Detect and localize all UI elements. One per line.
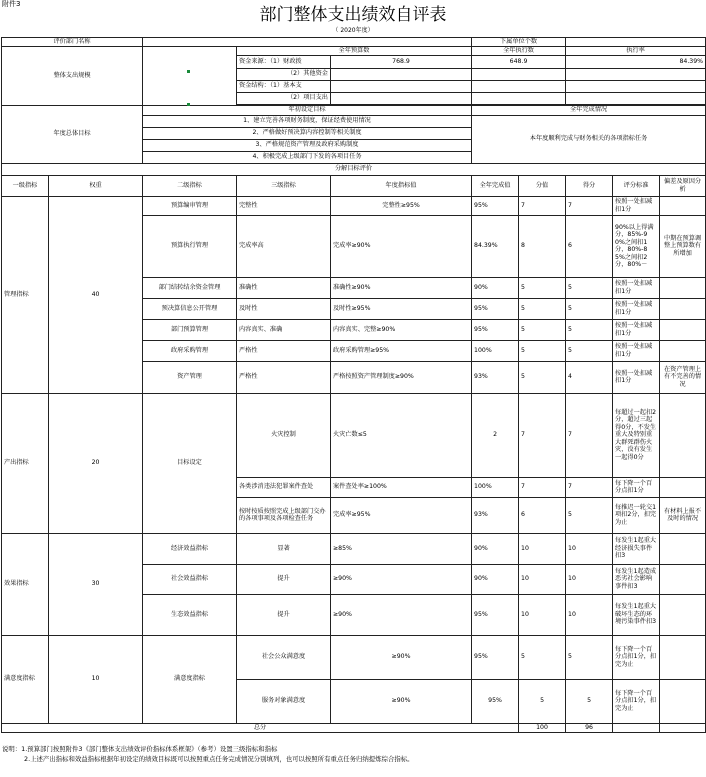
cell: 5 xyxy=(519,298,566,319)
unit-count-label: 下属单位个数 xyxy=(472,38,566,47)
level1-effect: 效果指标 xyxy=(2,533,49,635)
level1-satis: 满意度指标 xyxy=(2,635,49,723)
src-fiscal-label: 资金来源：（1）财政拨 xyxy=(237,55,331,68)
cell: 2 xyxy=(472,393,519,477)
attachment-label: 附件3 xyxy=(2,0,21,8)
dept-label: 评价部门名称 xyxy=(2,38,143,47)
cell: 提升 xyxy=(237,564,331,594)
cell: 10 xyxy=(566,564,613,594)
decomp-header: 分解目标评价 xyxy=(2,163,706,175)
cell xyxy=(660,298,706,319)
cell xyxy=(660,196,706,215)
src-fiscal-rate: 84.39% xyxy=(566,55,706,68)
cell: ≥90% xyxy=(331,564,472,594)
cell: 完成率高 xyxy=(237,215,331,277)
cell: 每发生1起重大经济损失事件扣3 xyxy=(613,533,660,564)
goals-done-header: 全年完成情况 xyxy=(472,105,706,115)
col-header: 全年完成值 xyxy=(472,175,519,196)
cell xyxy=(660,340,706,361)
cell: 火灾控制 xyxy=(237,393,331,477)
unit-count-value[interactable] xyxy=(566,38,706,47)
cell xyxy=(660,393,706,477)
dept-row xyxy=(2,38,706,47)
cell: 完成率≥95% xyxy=(331,497,472,533)
cell: 95% xyxy=(472,635,519,679)
cell: 准确性 xyxy=(237,277,331,298)
cell: 预算编审管理 xyxy=(143,196,237,215)
budget-blank xyxy=(143,46,237,105)
cell: 95% xyxy=(472,319,519,340)
note-line: 2.上述产出指标和效益指标根据年初设定的绩效目标既可以按照重点任务完成情况分别填列，也可以按照所有重点任务归纳提炼综合指标。 xyxy=(24,755,414,763)
total-label: 总分 xyxy=(2,723,519,732)
cell: 93% xyxy=(472,497,519,533)
cell: 95% xyxy=(472,679,519,723)
year-label: （ 2020年度） xyxy=(332,27,374,34)
cell: 按时按质按照完成上级部门交办的各项事项及各项检查任务 xyxy=(237,497,331,533)
cell: 政府采购管理 xyxy=(143,340,237,361)
column-header-row xyxy=(2,175,706,196)
cell: 10 xyxy=(566,594,613,635)
level1-output: 产出指标 xyxy=(2,393,49,533)
struct-project-label: （2）项目支出 xyxy=(237,92,331,104)
col-header: 偏差及原因分析 xyxy=(660,175,706,196)
cell: 预算执行管理 xyxy=(143,215,237,277)
cell: 严格性 xyxy=(237,361,331,393)
cell: 显著 xyxy=(237,533,331,564)
total-score: 100 xyxy=(519,723,566,732)
page-title: 部门整体支出绩效自评表 xyxy=(259,5,447,25)
table-row xyxy=(2,533,706,564)
goals-done-text: 本年度顺利完成与财务相关的各项指标任务 xyxy=(472,115,706,163)
cell xyxy=(660,277,706,298)
cell: 内容真实、完整≥90% xyxy=(331,319,472,340)
table-row xyxy=(2,393,706,477)
cell: 政府采购管理≥95% xyxy=(331,340,472,361)
cell: 6 xyxy=(519,497,566,533)
cell: 93% xyxy=(472,361,519,393)
cell xyxy=(660,679,706,723)
cell: 在资产管理上有不完善的情况 xyxy=(660,361,706,393)
cell: ≥90% xyxy=(331,679,472,723)
goals-set-header: 年初设定目标 xyxy=(143,105,472,115)
cell: 5 xyxy=(566,319,613,340)
cell: 10 xyxy=(519,533,566,564)
cell: 100% xyxy=(472,340,519,361)
col-header: 一级指标 xyxy=(2,175,49,196)
cell: 7 xyxy=(519,196,566,215)
table-row xyxy=(2,196,706,215)
col-header: 三级指标 xyxy=(237,175,331,196)
cell: 经济效益指标 xyxy=(143,533,237,564)
cell: 按照一处扣减扣1分 xyxy=(613,319,660,340)
cell: 及时性≥95% xyxy=(331,298,472,319)
cell: 完整性 xyxy=(237,196,331,215)
col-header: 二级指标 xyxy=(143,175,237,196)
weight-output: 20 xyxy=(49,393,143,533)
cell: 95% xyxy=(472,196,519,215)
goal-item: 1、建立完善各项财务制度，保证经费使用情况 xyxy=(143,115,472,127)
cell: 10 xyxy=(519,594,566,635)
comment-marker xyxy=(187,70,190,73)
cell: 7 xyxy=(566,196,613,215)
goal-item: 3、严格规范资产管理及政府采购制度 xyxy=(143,139,472,151)
notes xyxy=(0,744,706,764)
cell: 内容真实、准确 xyxy=(237,319,331,340)
cell: 5 xyxy=(566,298,613,319)
cell: 84.39% xyxy=(472,215,519,277)
cell: 每下降一个百分点扣1分 xyxy=(613,477,660,497)
weight-mgmt: 40 xyxy=(49,196,143,393)
col-full-exec: 全年执行数 xyxy=(472,46,566,55)
cell xyxy=(660,477,706,497)
cell: 目标设定 xyxy=(143,393,237,533)
cell: 完成率≥90% xyxy=(331,215,472,277)
cell: ≥85% xyxy=(331,533,472,564)
cell: 生态效益指标 xyxy=(143,594,237,635)
cell: 100% xyxy=(472,477,519,497)
cell: 6 xyxy=(566,215,613,277)
src-fiscal-exec: 648.9 xyxy=(472,55,566,68)
cell: 部门预算管理 xyxy=(143,319,237,340)
cell: 8 xyxy=(519,215,566,277)
cell: 按照一处扣减扣1分 xyxy=(613,340,660,361)
cell xyxy=(660,594,706,635)
cell: 按照一处扣减扣1分 xyxy=(613,361,660,393)
table-row xyxy=(2,635,706,679)
cell: 90% xyxy=(472,277,519,298)
cell: 火灾亡数≤5 xyxy=(331,393,472,477)
cell: 社会公众满意度 xyxy=(237,635,331,679)
col-full-budget: 全年预算数 xyxy=(237,46,472,55)
cell: 90%以上得满分，85%-90%之间扣1分，80%-85%之间扣2分，80%－ xyxy=(613,215,660,277)
cell: 7 xyxy=(566,393,613,477)
cell: 5 xyxy=(566,340,613,361)
cell xyxy=(660,319,706,340)
cell: 社会效益指标 xyxy=(143,564,237,594)
cell: 5 xyxy=(566,635,613,679)
cell: 预决算信息公开管理 xyxy=(143,298,237,319)
cell: 中期在预算调整上预算数有所增加 xyxy=(660,215,706,277)
col-header: 权重 xyxy=(49,175,143,196)
struct-basic-label: 资金结构：（1）基本支 xyxy=(237,80,331,92)
cell: 及时性 xyxy=(237,298,331,319)
cell: 90% xyxy=(472,533,519,564)
cell: 按照一处扣减扣1分 xyxy=(613,277,660,298)
cell: 7 xyxy=(519,393,566,477)
cell: 7 xyxy=(519,477,566,497)
cell: 5 xyxy=(519,361,566,393)
cell: ≥90% xyxy=(331,635,472,679)
cell: 各类涉消违法犯罪案件查处 xyxy=(237,477,331,497)
col-header: 得分 xyxy=(566,175,613,196)
note-line: 说明：1.预算部门按照附件3《部门整体支出绩效评价指标体系框架》（参考）设置三级指标和指标 xyxy=(2,745,278,753)
cell: ≥90% xyxy=(331,594,472,635)
weight-effect: 30 xyxy=(49,533,143,635)
cell: 部门结转结余资金管理 xyxy=(143,277,237,298)
cell: 每发生1起重大破坏生态的环境污染事件扣3 xyxy=(613,594,660,635)
weight-satis: 10 xyxy=(49,635,143,723)
budget-header-row xyxy=(2,46,706,55)
comment-marker xyxy=(187,103,190,106)
cell: 每发生1起造成恶劣社会影响事件扣3 xyxy=(613,564,660,594)
cell: 资产管理 xyxy=(143,361,237,393)
cell: 5 xyxy=(519,679,566,723)
goal-item: 2、严格做好预决算内容控制等相关制度 xyxy=(143,127,472,139)
cell: 服务对象满意度 xyxy=(237,679,331,723)
cell: 完整性≥95% xyxy=(331,196,472,215)
cell: 每推迟一轮交1项扣2分，扣完为止 xyxy=(613,497,660,533)
total-row xyxy=(2,723,706,732)
src-other-label: （2）其他资金 xyxy=(237,68,331,80)
dept-value[interactable] xyxy=(143,38,472,47)
total-got: 96 xyxy=(566,723,613,732)
cell: 提升 xyxy=(237,594,331,635)
goal-item: 4、积极完成上级部门下发的各项目任务 xyxy=(143,151,472,163)
cell: 严格性 xyxy=(237,340,331,361)
cell: 每超过一起扣2分，超过三起得0分，不发生重大及特别重大群死群伤火灾，没有发生一起得0分 xyxy=(613,393,660,477)
cell: 每下降一个百分点扣1分，扣完为止 xyxy=(613,635,660,679)
cell: 10 xyxy=(566,533,613,564)
col-header: 评分标准 xyxy=(613,175,660,196)
cell: 按照一处扣减扣1分 xyxy=(613,196,660,215)
performance-table xyxy=(1,37,706,733)
cell: 5 xyxy=(519,635,566,679)
src-fiscal-budget: 768.9 xyxy=(331,55,472,68)
cell: 90% xyxy=(472,564,519,594)
cell: 每下降一个百分点扣1分，扣完为止 xyxy=(613,679,660,723)
cell: 准确性≥90% xyxy=(331,277,472,298)
cell: 满意度指标 xyxy=(143,635,237,723)
goals-header-row xyxy=(2,105,706,115)
cell: 7 xyxy=(566,477,613,497)
cell: 5 xyxy=(519,277,566,298)
cell: 5 xyxy=(566,497,613,533)
cell: 严格按照资产管理制度≥90% xyxy=(331,361,472,393)
cell: 案件查处率≥100% xyxy=(331,477,472,497)
budget-label: 整体支出规模 xyxy=(2,46,143,105)
cell: 5 xyxy=(566,277,613,298)
cell: 10 xyxy=(519,564,566,594)
cell xyxy=(660,564,706,594)
col-exec-rate: 执行率 xyxy=(566,46,706,55)
cell: 95% xyxy=(472,594,519,635)
goals-label: 年度总体目标 xyxy=(2,105,143,163)
cell: 5 xyxy=(566,679,613,723)
level1-mgmt: 管理指标 xyxy=(2,196,49,393)
cell: 95% xyxy=(472,298,519,319)
cell: 有材料上报不及时的情况 xyxy=(660,497,706,533)
col-header: 年度指标值 xyxy=(331,175,472,196)
cell: 5 xyxy=(519,340,566,361)
cell: 4 xyxy=(566,361,613,393)
cell xyxy=(660,533,706,564)
cell: 按照一处扣减扣1分 xyxy=(613,298,660,319)
decomp-header-row xyxy=(2,163,706,175)
cell xyxy=(660,635,706,679)
col-header: 分值 xyxy=(519,175,566,196)
cell: 5 xyxy=(519,319,566,340)
